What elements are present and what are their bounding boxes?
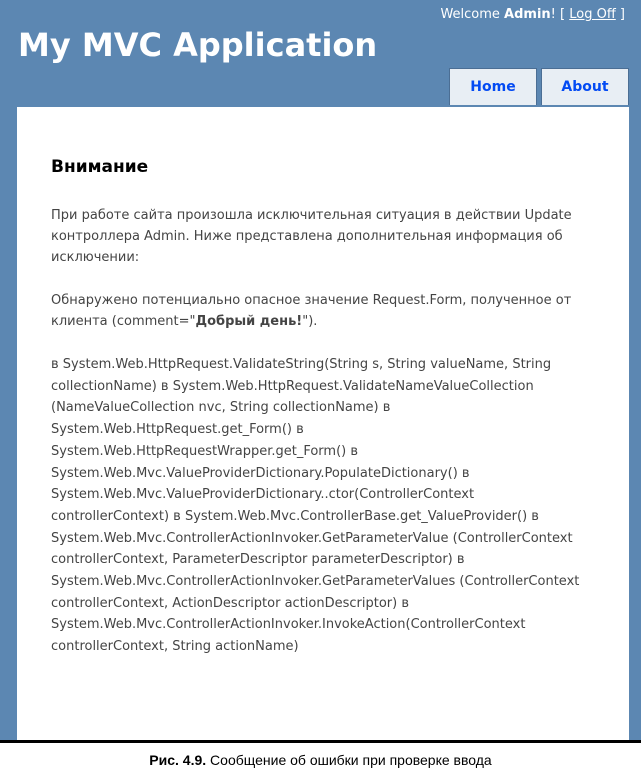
bracket-close: ] [615,7,625,22]
login-display [440,7,625,22]
logoff-link[interactable]: Log Off [569,7,616,22]
caption-text: Сообщение об ошибки при проверке ввода [206,752,492,768]
welcome-suffix: ! [ [550,7,570,22]
error-detail [51,290,595,332]
error-panel [17,107,629,658]
stack-trace: в System.Web.HttpRequest.ValidateString(String s, String valueName, String collectionName) в System.Web.HttpRequest.ValidateNameValueCollection (NameValueCollection nvc, String collectionName) в System.Web.HttpRequest.get_Form() в System.Web.HttpRequestWrapper.get_Form() в System.Web.Mvc.ValueProviderDictionary.PopulateDictionary() в System.Web.Mvc.ValueProviderDictionary..ctor(ControllerContext controllerContext) в System.Web.Mvc.ControllerBase.get_ValueProvider() в System.Web.Mvc.ControllerActionInvoker.GetParameterValue (ControllerContext controllerContext, ParameterDescriptor parameterDescriptor) в System.Web.Mvc.ControllerActionInvoker.GetParameterValues (ControllerContext controllerContext, ActionDescriptor actionDescriptor) в System.Web.Mvc.ControllerActionInvoker.InvokeAction(ControllerContext controllerContext, String actionName) [51,357,580,655]
bottom-rule [0,740,641,743]
error-detail-value: Добрый день! [195,314,303,329]
user-name: Admin [504,7,551,22]
caption-label: Рис. 4.9. [149,752,207,768]
menu-home-tab[interactable]: Home [449,68,537,105]
main-menu [445,68,629,105]
figure-caption [0,752,641,768]
error-message: При работе сайта произошла исключительная ситуация в действии Update контроллера Admin. Ниже представлена дополнительная информация об исключении: [51,208,572,265]
menu-about-tab[interactable]: About [541,68,629,105]
error-detail-suffix: "). [302,314,318,329]
main-content [17,107,629,740]
error-heading: Внимание [51,157,149,177]
welcome-prefix: Welcome [440,7,505,22]
app-title: My MVC Application [18,26,378,64]
error-detail-prefix: Обнаружено потенциально опасное значение Request.Form, полученное от клиента (comment=" [51,293,572,329]
